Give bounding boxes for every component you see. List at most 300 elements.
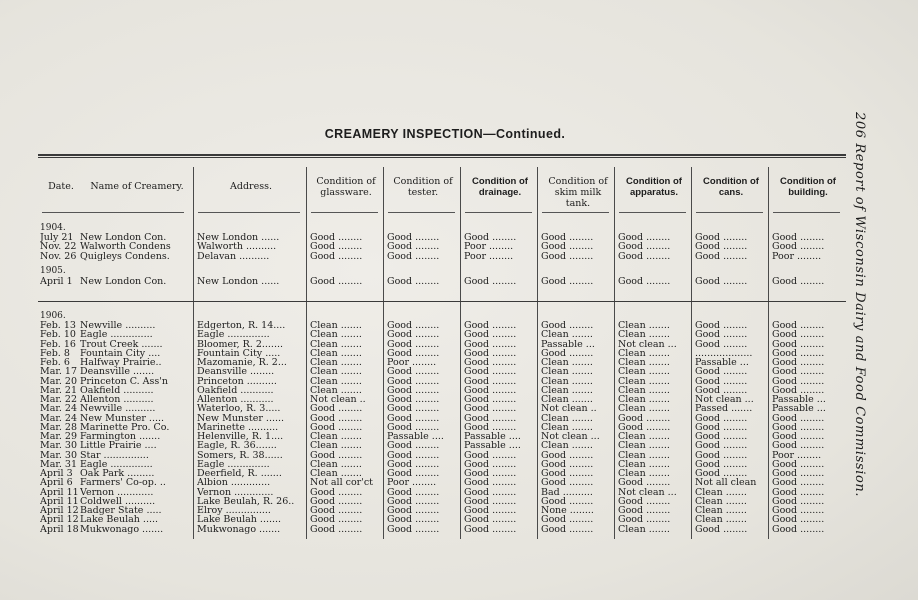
cell-glassware: Clean .......	[310, 376, 362, 386]
cell-building: Good ........	[772, 330, 825, 340]
cell-name: Vernon ............	[80, 487, 154, 497]
cell-cans: Good ........	[695, 422, 748, 433]
header-underline	[42, 212, 184, 213]
cell-building: Good ........	[772, 413, 825, 423]
cell-address: Helenville, R. 1....	[197, 432, 284, 442]
cell-apparatus: Clean .......	[618, 450, 670, 460]
cell-drainage: Good ........	[464, 321, 517, 331]
cell-glassware: Clean .......	[310, 348, 362, 359]
cell-apparatus: Clean .......	[618, 348, 670, 359]
cell-cans: Passable ...	[695, 358, 749, 368]
cell-tester: Good ........	[387, 422, 440, 433]
cell-apparatus: Clean .......	[618, 358, 670, 368]
cell-tester: Good ........	[387, 506, 440, 516]
cell-glassware: Good ........	[310, 422, 363, 433]
cell-name: Princeton C. Ass'n	[80, 376, 169, 386]
page-title: CREAMERY INSPECTION—Continued.	[324, 127, 566, 141]
cell-apparatus: Clean .......	[618, 404, 670, 414]
header-underline	[198, 212, 300, 213]
cell-date: Mar. 30	[40, 450, 78, 460]
cell-glassware: Clean .......	[310, 469, 362, 479]
cell-cans: Not all clean	[695, 478, 757, 488]
cell-skim: Clean .......	[541, 385, 593, 396]
cell-skim: Bad ..........	[541, 487, 593, 497]
cell-name: New London Con.	[80, 277, 167, 287]
cell-tester: Good ........	[387, 404, 440, 414]
cell-tester: Good ........	[387, 339, 440, 349]
cell-name: Lake Beulah .....	[80, 515, 159, 525]
cell-building: Passable ...	[772, 404, 826, 414]
cell-glassware: Not clean ..	[310, 395, 366, 405]
cell-glassware: Good ........	[310, 487, 363, 497]
cell-building: Good ........	[772, 385, 825, 396]
cell-tester: Good ........	[387, 469, 440, 479]
cell-date: Feb. 13	[40, 321, 76, 331]
cell-address: Edgerton, R. 14....	[197, 321, 286, 331]
cell-glassware: Good ........	[310, 251, 363, 261]
cell-tester: Good ........	[387, 459, 440, 470]
cell-drainage: Poor ........	[464, 242, 514, 252]
column-header-skim: Condition of skim milk tank.	[548, 176, 608, 209]
cell-apparatus: Clean .......	[618, 385, 670, 396]
cell-address: New Munster ......	[197, 413, 285, 423]
cell-glassware: Good ........	[310, 242, 363, 252]
cell-skim: Good ........	[541, 524, 594, 534]
cell-name: Newville ..........	[80, 321, 156, 331]
cell-drainage: Good ........	[464, 348, 517, 359]
cell-building: Good ........	[772, 277, 825, 287]
cell-drainage: Good ........	[464, 459, 517, 470]
cell-cans: Good ........	[695, 321, 748, 331]
cell-date: Nov. 22	[40, 242, 77, 252]
cell-skim: Good ........	[541, 450, 594, 460]
column-divider	[193, 167, 194, 539]
column-divider	[306, 167, 307, 539]
cell-cans: Good ........	[695, 469, 748, 479]
cell-skim: Good ........	[541, 233, 594, 243]
cell-drainage: Good ........	[464, 413, 517, 423]
column-divider	[537, 167, 538, 539]
header-underline	[619, 212, 686, 213]
cell-building: Good ........	[772, 233, 825, 243]
cell-address: Walworth ..........	[197, 242, 277, 252]
cell-glassware: Good ........	[310, 496, 363, 507]
cell-tester: Good ........	[387, 277, 440, 287]
cell-date: April 12	[40, 506, 79, 516]
cell-glassware: Clean .......	[310, 459, 362, 470]
cell-glassware: Clean .......	[310, 330, 362, 340]
cell-tester: Good ........	[387, 524, 440, 534]
cell-address: Lake Beulah .......	[197, 515, 282, 525]
cell-date: Mar. 24	[40, 413, 78, 423]
cell-building: Good ........	[772, 441, 825, 451]
header-underline	[542, 212, 609, 213]
cell-skim: Good ........	[541, 348, 594, 359]
header-underline	[311, 212, 378, 213]
cell-building: Good ........	[772, 469, 825, 479]
cell-glassware: Good ........	[310, 277, 363, 287]
cell-cans: Good ........	[695, 459, 748, 470]
cell-cans: Clean .......	[695, 506, 747, 516]
cell-address: Allenton ...........	[197, 395, 274, 405]
cell-building: Good ........	[772, 348, 825, 359]
cell-address: Vernon .............	[197, 487, 274, 497]
cell-apparatus: Clean .......	[618, 376, 670, 386]
column-divider	[383, 167, 384, 539]
cell-address: Marinette ..........	[197, 422, 279, 433]
cell-name: Halfway Prairie..	[80, 358, 162, 368]
cell-glassware: Clean .......	[310, 367, 362, 377]
cell-name: Deansville .......	[80, 367, 155, 377]
cell-cans: Good ........	[695, 524, 748, 534]
column-divider	[768, 167, 769, 539]
cell-date: Mar. 17	[40, 367, 78, 377]
cell-skim: Clean .......	[541, 367, 593, 377]
cell-cans: Good ........	[695, 339, 748, 349]
cell-tester: Good ........	[387, 413, 440, 423]
cell-date: April 6	[40, 478, 73, 488]
cell-drainage: Good ........	[464, 376, 517, 386]
cell-name: Newville ..........	[80, 404, 156, 414]
cell-date: April 11	[40, 496, 79, 507]
cell-drainage: Good ........	[464, 506, 517, 516]
cell-building: Passable ...	[772, 395, 826, 405]
cell-apparatus: Good ........	[618, 478, 671, 488]
cell-glassware: Good ........	[310, 450, 363, 460]
cell-building: Good ........	[772, 487, 825, 497]
cell-apparatus: Good ........	[618, 506, 671, 516]
cell-address: Eagle ..............	[197, 459, 270, 470]
cell-name: Little Prairie ....	[80, 441, 157, 451]
cell-tester: Good ........	[387, 330, 440, 340]
cell-skim: Good ........	[541, 277, 594, 287]
cell-address: Deerfield, R. .......	[197, 469, 282, 479]
cell-date: Mar. 29	[40, 432, 78, 442]
cell-glassware: Clean .......	[310, 358, 362, 368]
cell-apparatus: Not clean ...	[618, 339, 677, 349]
cell-date: Mar. 22	[40, 395, 78, 405]
cell-apparatus: Clean .......	[618, 459, 670, 470]
cell-skim: Good ........	[541, 469, 594, 479]
cell-glassware: Good ........	[310, 404, 363, 414]
cell-drainage: Good ........	[464, 478, 517, 488]
cell-building: Good ........	[772, 321, 825, 331]
cell-drainage: Good ........	[464, 339, 517, 349]
cell-building: Good ........	[772, 524, 825, 534]
cell-drainage: Good ........	[464, 524, 517, 534]
cell-address: Fountain City .....	[197, 348, 281, 359]
column-divider	[460, 167, 461, 539]
cell-tester: Good ........	[387, 487, 440, 497]
cell-tester: Good ........	[387, 376, 440, 386]
cell-drainage: Passable ....	[464, 432, 521, 442]
column-header-tester: Condition of tester.	[393, 176, 453, 198]
cell-date: April 18	[40, 524, 79, 534]
cell-name: New London Con.	[80, 233, 167, 243]
cell-skim: None ........	[541, 506, 594, 516]
cell-name: Badger State .....	[80, 506, 162, 516]
cell-cans: Good ........	[695, 242, 748, 252]
cell-apparatus: Good ........	[618, 496, 671, 507]
cell-tester: Poor ........	[387, 358, 437, 368]
column-divider	[691, 167, 692, 539]
cell-name: Star ...............	[80, 450, 149, 460]
cell-tester: Good ........	[387, 348, 440, 359]
cell-glassware: Clean .......	[310, 441, 362, 451]
running-head-vertical: 206 Report of Wisconsin Dairy and Food Commission.	[852, 112, 867, 498]
cell-apparatus: Clean .......	[618, 321, 670, 331]
cell-tester: Passable ....	[387, 432, 444, 442]
cell-cans: Good ........	[695, 233, 748, 243]
cell-building: Good ........	[772, 496, 825, 507]
cell-glassware: Good ........	[310, 524, 363, 534]
cell-name: New Munster .....	[80, 413, 165, 423]
cell-apparatus: Clean .......	[618, 432, 670, 442]
cell-drainage: Good ........	[464, 233, 517, 243]
cell-drainage: Good ........	[464, 395, 517, 405]
column-header-apparatus: Condition of apparatus.	[626, 176, 682, 198]
cell-skim: Passable ...	[541, 339, 595, 349]
cell-name: Allenton ..........	[80, 395, 154, 405]
cell-date: April 11	[40, 487, 79, 497]
cell-date: Feb. 8	[40, 348, 70, 359]
cell-date: Nov. 26	[40, 251, 77, 261]
cell-apparatus: Clean .......	[618, 469, 670, 479]
cell-cans: Clean .......	[695, 515, 747, 525]
cell-name: Mukwonago .......	[80, 524, 164, 534]
cell-address: Albion .............	[197, 478, 271, 488]
cell-drainage: Good ........	[464, 330, 517, 340]
cell-cans: Good ........	[695, 330, 748, 340]
cell-building: Good ........	[772, 422, 825, 433]
cell-cans: Good ........	[695, 413, 748, 423]
column-header-date: Date.	[48, 181, 74, 192]
cell-name: Oak Park .........	[80, 469, 155, 479]
cell-apparatus: Clean .......	[618, 524, 670, 534]
cell-address: Oakfield ...........	[197, 385, 274, 396]
cell-cans: Good ........	[695, 450, 748, 460]
cell-skim: Clean .......	[541, 441, 593, 451]
year-label: 1905.	[40, 266, 66, 276]
cell-cans: Good ........	[695, 432, 748, 442]
cell-name: Fountain City ....	[80, 348, 161, 359]
cell-date: Mar. 28	[40, 422, 78, 433]
cell-name: Oakfield ..........	[80, 385, 154, 396]
cell-skim: Good ........	[541, 478, 594, 488]
cell-apparatus: Good ........	[618, 277, 671, 287]
cell-date: Mar. 31	[40, 459, 78, 470]
cell-skim: Not clean ...	[541, 432, 600, 442]
cell-apparatus: Good ........	[618, 251, 671, 261]
cell-tester: Good ........	[387, 496, 440, 507]
cell-date: Feb. 6	[40, 358, 70, 368]
cell-date: April 1	[40, 277, 73, 287]
top-rule-thin	[38, 157, 846, 158]
cell-name: Eagle ..............	[80, 330, 153, 340]
cell-skim: Good ........	[541, 251, 594, 261]
column-header-drainage: Condition of drainage.	[472, 176, 528, 198]
cell-date: Mar. 20	[40, 376, 78, 386]
cell-address: Somers, R. 38......	[197, 450, 283, 460]
cell-address: Mazomanie, R. 2...	[197, 358, 287, 368]
cell-tester: Good ........	[387, 367, 440, 377]
cell-drainage: Good ........	[464, 358, 517, 368]
cell-apparatus: Clean .......	[618, 441, 670, 451]
cell-address: Elroy ...............	[197, 506, 271, 516]
cell-apparatus: Good ........	[618, 233, 671, 243]
cell-skim: Good ........	[541, 515, 594, 525]
cell-date: July 21	[40, 233, 74, 243]
cell-date: Mar. 21	[40, 385, 78, 396]
cell-address: Deansville ........	[197, 367, 275, 377]
column-header-cans: Condition of cans.	[703, 176, 759, 198]
cell-cans: Good ........	[695, 367, 748, 377]
cell-cans: Clean .......	[695, 496, 747, 507]
cell-apparatus: Clean .......	[618, 395, 670, 405]
cell-address: Lake Beulah, R. 26..	[197, 496, 295, 507]
cell-name: Farmers' Co-op. ..	[80, 478, 166, 488]
cell-building: Good ........	[772, 459, 825, 470]
cell-skim: Good ........	[541, 321, 594, 331]
cell-name: Trout Creek .......	[80, 339, 163, 349]
header-underline	[773, 212, 840, 213]
cell-glassware: Good ........	[310, 506, 363, 516]
cell-address: Mukwonago .......	[197, 524, 281, 534]
column-header-name: Name of Creamery.	[90, 181, 184, 192]
cell-address: New London ......	[197, 233, 280, 243]
cell-name: Marinette Pro. Co.	[80, 422, 170, 433]
column-header-building: Condition of building.	[780, 176, 836, 198]
cell-drainage: Good ........	[464, 496, 517, 507]
cell-building: Good ........	[772, 432, 825, 442]
top-rule	[38, 154, 846, 156]
cell-skim: Not clean ..	[541, 404, 597, 414]
cell-cans: Passed .......	[695, 404, 753, 414]
year-label: 1904.	[40, 223, 66, 233]
cell-date: Mar. 24	[40, 404, 78, 414]
cell-drainage: Good ........	[464, 404, 517, 414]
column-header-glassware: Condition of glassware.	[316, 176, 376, 198]
cell-drainage: Good ........	[464, 422, 517, 433]
cell-building: Good ........	[772, 515, 825, 525]
cell-skim: Clean .......	[541, 358, 593, 368]
cell-cans: Good ........	[695, 251, 748, 261]
cell-address: New London ......	[197, 277, 280, 287]
cell-drainage: Good ........	[464, 367, 517, 377]
cell-building: Good ........	[772, 376, 825, 386]
cell-glassware: Clean .......	[310, 385, 362, 396]
cell-skim: Clean .......	[541, 413, 593, 423]
cell-cans: Good ........	[695, 385, 748, 396]
cell-date: April 3	[40, 469, 73, 479]
cell-drainage: Good ........	[464, 469, 517, 479]
cell-name: Quigleys Condens.	[80, 251, 170, 261]
cell-address: Eagle, R. 36.......	[197, 441, 277, 451]
cell-address: Eagle ..............	[197, 330, 270, 340]
cell-tester: Good ........	[387, 450, 440, 460]
cell-glassware: Good ........	[310, 233, 363, 243]
header-underline	[696, 212, 763, 213]
cell-name: Walworth Condens	[80, 242, 171, 252]
cell-drainage: Good ........	[464, 487, 517, 497]
cell-cans: ...................	[695, 348, 753, 359]
cell-apparatus: Good ........	[618, 413, 671, 423]
year-label: 1906.	[40, 311, 66, 321]
cell-skim: Good ........	[541, 459, 594, 470]
cell-cans: Clean .......	[695, 487, 747, 497]
cell-tester: Good ........	[387, 441, 440, 451]
cell-apparatus: Good ........	[618, 515, 671, 525]
cell-drainage: Poor ........	[464, 251, 514, 261]
cell-glassware: Clean .......	[310, 321, 362, 331]
cell-drainage: Good ........	[464, 450, 517, 460]
cell-building: Poor ........	[772, 450, 822, 460]
cell-tester: Poor ........	[387, 478, 437, 488]
header-underline	[465, 212, 532, 213]
cell-address: Delavan ..........	[197, 251, 270, 261]
cell-drainage: Passable ....	[464, 441, 521, 451]
cell-skim: Clean .......	[541, 376, 593, 386]
cell-skim: Clean .......	[541, 422, 593, 433]
cell-date: Mar. 30	[40, 441, 78, 451]
cell-glassware: Not all cor'ct	[310, 478, 373, 488]
cell-tester: Good ........	[387, 251, 440, 261]
cell-glassware: Good ........	[310, 413, 363, 423]
cell-address: Princeton ..........	[197, 376, 277, 386]
cell-tester: Good ........	[387, 321, 440, 331]
cell-apparatus: Clean .......	[618, 330, 670, 340]
cell-drainage: Good ........	[464, 277, 517, 287]
cell-skim: Clean .......	[541, 395, 593, 405]
cell-glassware: Clean .......	[310, 432, 362, 442]
cell-name: Coldwell ..........	[80, 496, 156, 507]
cell-building: Good ........	[772, 478, 825, 488]
cell-skim: Good ........	[541, 496, 594, 507]
cell-glassware: Good ........	[310, 515, 363, 525]
cell-cans: Good ........	[695, 376, 748, 386]
cell-skim: Clean .......	[541, 330, 593, 340]
cell-skim: Good ........	[541, 242, 594, 252]
cell-building: Poor ........	[772, 251, 822, 261]
header-underline	[388, 212, 455, 213]
cell-apparatus: Good ........	[618, 242, 671, 252]
cell-tester: Good ........	[387, 385, 440, 396]
cell-date: April 12	[40, 515, 79, 525]
cell-cans: Good ........	[695, 441, 748, 451]
cell-building: Good ........	[772, 506, 825, 516]
cell-drainage: Good ........	[464, 515, 517, 525]
cell-date: Feb. 10	[40, 330, 76, 340]
cell-address: Waterloo, R. 3.....	[197, 404, 281, 414]
cell-apparatus: Clean .......	[618, 367, 670, 377]
cell-address: Bloomer, R. 2.......	[197, 339, 284, 349]
cell-name: Farmington .......	[80, 432, 161, 442]
cell-apparatus: Not clean ...	[618, 487, 677, 497]
cell-tester: Good ........	[387, 233, 440, 243]
cell-tester: Good ........	[387, 395, 440, 405]
cell-building: Good ........	[772, 242, 825, 252]
cell-cans: Good ........	[695, 277, 748, 287]
cell-building: Good ........	[772, 367, 825, 377]
cell-cans: Not clean ...	[695, 395, 754, 405]
section-rule	[38, 301, 846, 302]
cell-date: Feb. 16	[40, 339, 76, 349]
cell-apparatus: Good ........	[618, 422, 671, 433]
cell-building: Good ........	[772, 339, 825, 349]
cell-building: Good ........	[772, 358, 825, 368]
column-header-address: Address.	[230, 181, 272, 192]
cell-name: Eagle ..............	[80, 459, 153, 470]
